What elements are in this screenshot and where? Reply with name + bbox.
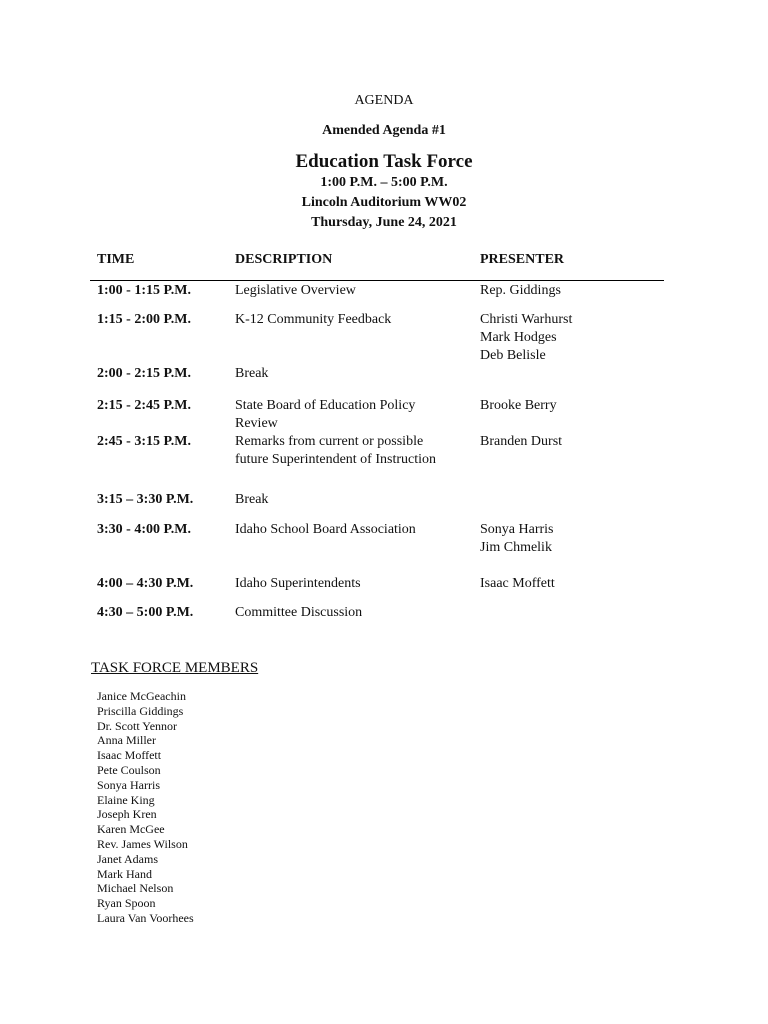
presenter-name: Branden Durst xyxy=(480,434,563,449)
row-presenters xyxy=(480,282,660,300)
member-name: Priscilla Giddings xyxy=(97,703,184,718)
row-time: 4:30 – 5:00 P.M. xyxy=(97,605,194,620)
row-presenters xyxy=(480,521,660,557)
row-description xyxy=(235,604,465,622)
row-description xyxy=(235,397,465,433)
amended-agenda-label: Amended Agenda #1 xyxy=(322,123,446,138)
row-time: 2:00 - 2:15 P.M. xyxy=(97,366,191,381)
members-heading: TASK FORCE MEMBERS xyxy=(91,660,259,676)
presenter-name: Brooke Berry xyxy=(480,398,557,413)
row-description xyxy=(235,433,465,469)
row-time: 3:15 – 3:30 P.M. xyxy=(97,492,194,507)
row-time: 4:00 – 4:30 P.M. xyxy=(97,576,194,591)
row-time: 2:45 - 3:15 P.M. xyxy=(97,434,191,449)
member-name: Sonya Harris xyxy=(97,777,160,792)
member-name: Anna Miller xyxy=(97,733,156,748)
member-name: Michael Nelson xyxy=(97,881,174,896)
row-description xyxy=(235,365,465,383)
row-time: 1:00 - 1:15 P.M. xyxy=(97,283,191,298)
member-name: Janet Adams xyxy=(97,851,158,866)
description-line: K-12 Community Feedback xyxy=(235,312,392,327)
presenter-name: Sonya Harris xyxy=(480,522,554,537)
meeting-time-range: 1:00 P.M. – 5:00 P.M. xyxy=(320,175,448,190)
row-description xyxy=(235,521,465,539)
presenter-name: Christi Warhurst xyxy=(480,312,573,327)
member-name: Ryan Spoon xyxy=(97,896,156,911)
member-name: Karen McGee xyxy=(97,822,165,837)
member-name: Dr. Scott Yennor xyxy=(97,718,178,733)
description-line: Idaho School Board Association xyxy=(235,522,416,537)
row-time: 3:30 - 4:00 P.M. xyxy=(97,522,191,537)
row-description xyxy=(235,282,465,300)
meeting-location: Lincoln Auditorium WW02 xyxy=(301,195,467,210)
row-description xyxy=(235,491,465,509)
description-line: Legislative Overview xyxy=(235,283,356,298)
member-name: Elaine King xyxy=(97,792,155,807)
description-line: Idaho Superintendents xyxy=(235,576,361,591)
member-name: Rev. James Wilson xyxy=(97,836,188,851)
description-line: future Superintendent of Instruction xyxy=(235,452,437,467)
row-description xyxy=(235,575,465,593)
presenter-name: Deb Belisle xyxy=(480,348,546,363)
presenter-name: Rep. Giddings xyxy=(480,283,561,298)
row-time: 2:15 - 2:45 P.M. xyxy=(97,398,191,413)
description-line: Committee Discussion xyxy=(235,605,363,620)
agenda-label: AGENDA xyxy=(354,93,414,108)
row-presenters xyxy=(480,397,660,415)
member-name: Laura Van Voorhees xyxy=(97,910,194,925)
row-presenters xyxy=(480,433,660,451)
page-title: Education Task Force xyxy=(295,151,473,172)
meeting-date: Thursday, June 24, 2021 xyxy=(311,215,457,230)
row-presenters xyxy=(480,575,660,593)
column-header-presenter: PRESENTER xyxy=(480,252,565,267)
row-presenters xyxy=(480,311,660,365)
member-name: Mark Hand xyxy=(97,866,152,881)
description-line: Review xyxy=(235,416,278,431)
presenter-name: Mark Hodges xyxy=(480,330,557,345)
row-time: 1:15 - 2:00 P.M. xyxy=(97,312,191,327)
description-line: Break xyxy=(235,492,269,507)
column-header-time: TIME xyxy=(97,252,135,267)
member-name: Pete Coulson xyxy=(97,762,161,777)
member-name: Joseph Kren xyxy=(97,807,157,822)
presenter-name: Isaac Moffett xyxy=(480,576,555,591)
description-line: Remarks from current or possible xyxy=(235,434,424,449)
presenter-name: Jim Chmelik xyxy=(480,540,552,555)
description-line: Break xyxy=(235,366,269,381)
member-name: Janice McGeachin xyxy=(97,689,186,703)
header-divider xyxy=(90,280,664,281)
members-list xyxy=(97,689,194,926)
member-name: Isaac Moffett xyxy=(97,748,162,763)
row-description xyxy=(235,311,465,329)
description-line: State Board of Education Policy xyxy=(235,398,416,413)
column-header-description: DESCRIPTION xyxy=(235,252,333,267)
